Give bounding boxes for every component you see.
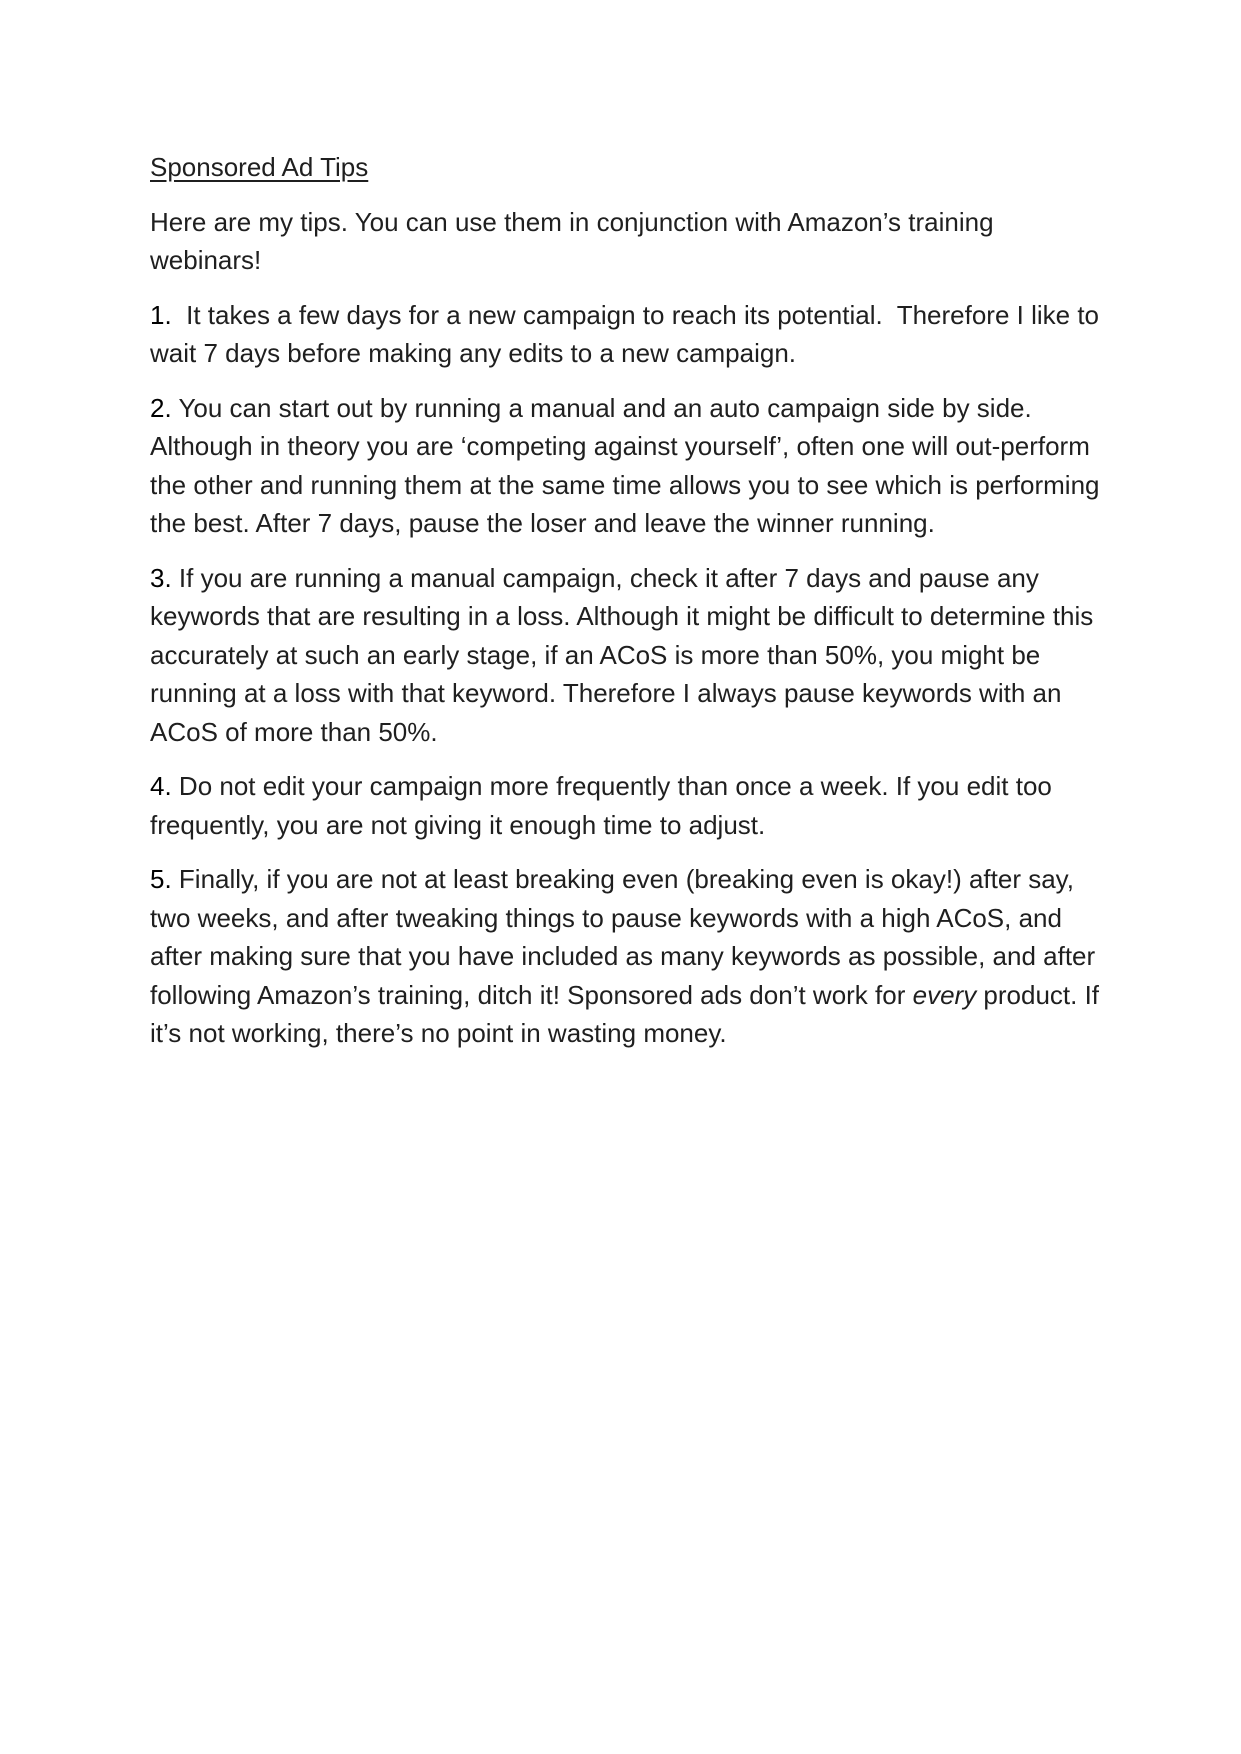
tip-1 [150,296,1107,373]
intro-paragraph: Here are my tips. You can use them in conjunction with Amazon’s training webinars! [150,206,994,275]
tip-5 [150,860,1100,1053]
tip-text: If you are running a manual campaign, check it after 7 days and pause any keywords that are resulting in a loss. Although it might be difficult to determine this accurately at such an early stage, if an ACoS is more than 50%, you might be running at a loss with that keyword. Therefore I always pause keywords with an ACoS of more than 50%. [150,562,1094,747]
tip-4 [150,767,1100,844]
tip-number: 5. [150,864,172,894]
tip-3 [150,559,1100,752]
tip-text: Finally, if you are not at least breaking even (breaking even is okay!) after say, two weeks, and after tweaking things to pause keywords with a high ACoS, and after making sure that you have included as many keywords as possible, and after following Amazon’s training, ditch it! Sponsored ads don’t work for [150,864,1096,1010]
tip-text: product. If it’s not working, there’s no point in wasting money. [150,979,1100,1048]
tip-number: 4. [150,771,172,801]
tip-number: 2. [150,392,172,423]
tip-text: Do not edit your campaign more frequently than once a week. If you edit too frequently, you are not giving it enough time to adjust. [150,771,1052,840]
tip-2 [150,389,1100,543]
tip-text-emphasis: every [912,979,977,1010]
tip-text: You can start out by running a manual and an auto campaign side by side. Although in theory you are ‘competing against yourself’, often one will out-perform the other and running them at the same time allows you to see which is performing the best. After 7 days, pause the loser and leave the winner running. [150,392,1100,538]
tip-number: 1. [150,299,172,330]
tip-text: It takes a few days for a new campaign to reach its potential. Therefore I like to wait 7 days before making any edits to a new campaign. [150,299,1107,368]
document-title: Sponsored Ad Tips [150,152,369,182]
tip-number: 3. [150,562,172,593]
document-page [150,148,1107,1069]
